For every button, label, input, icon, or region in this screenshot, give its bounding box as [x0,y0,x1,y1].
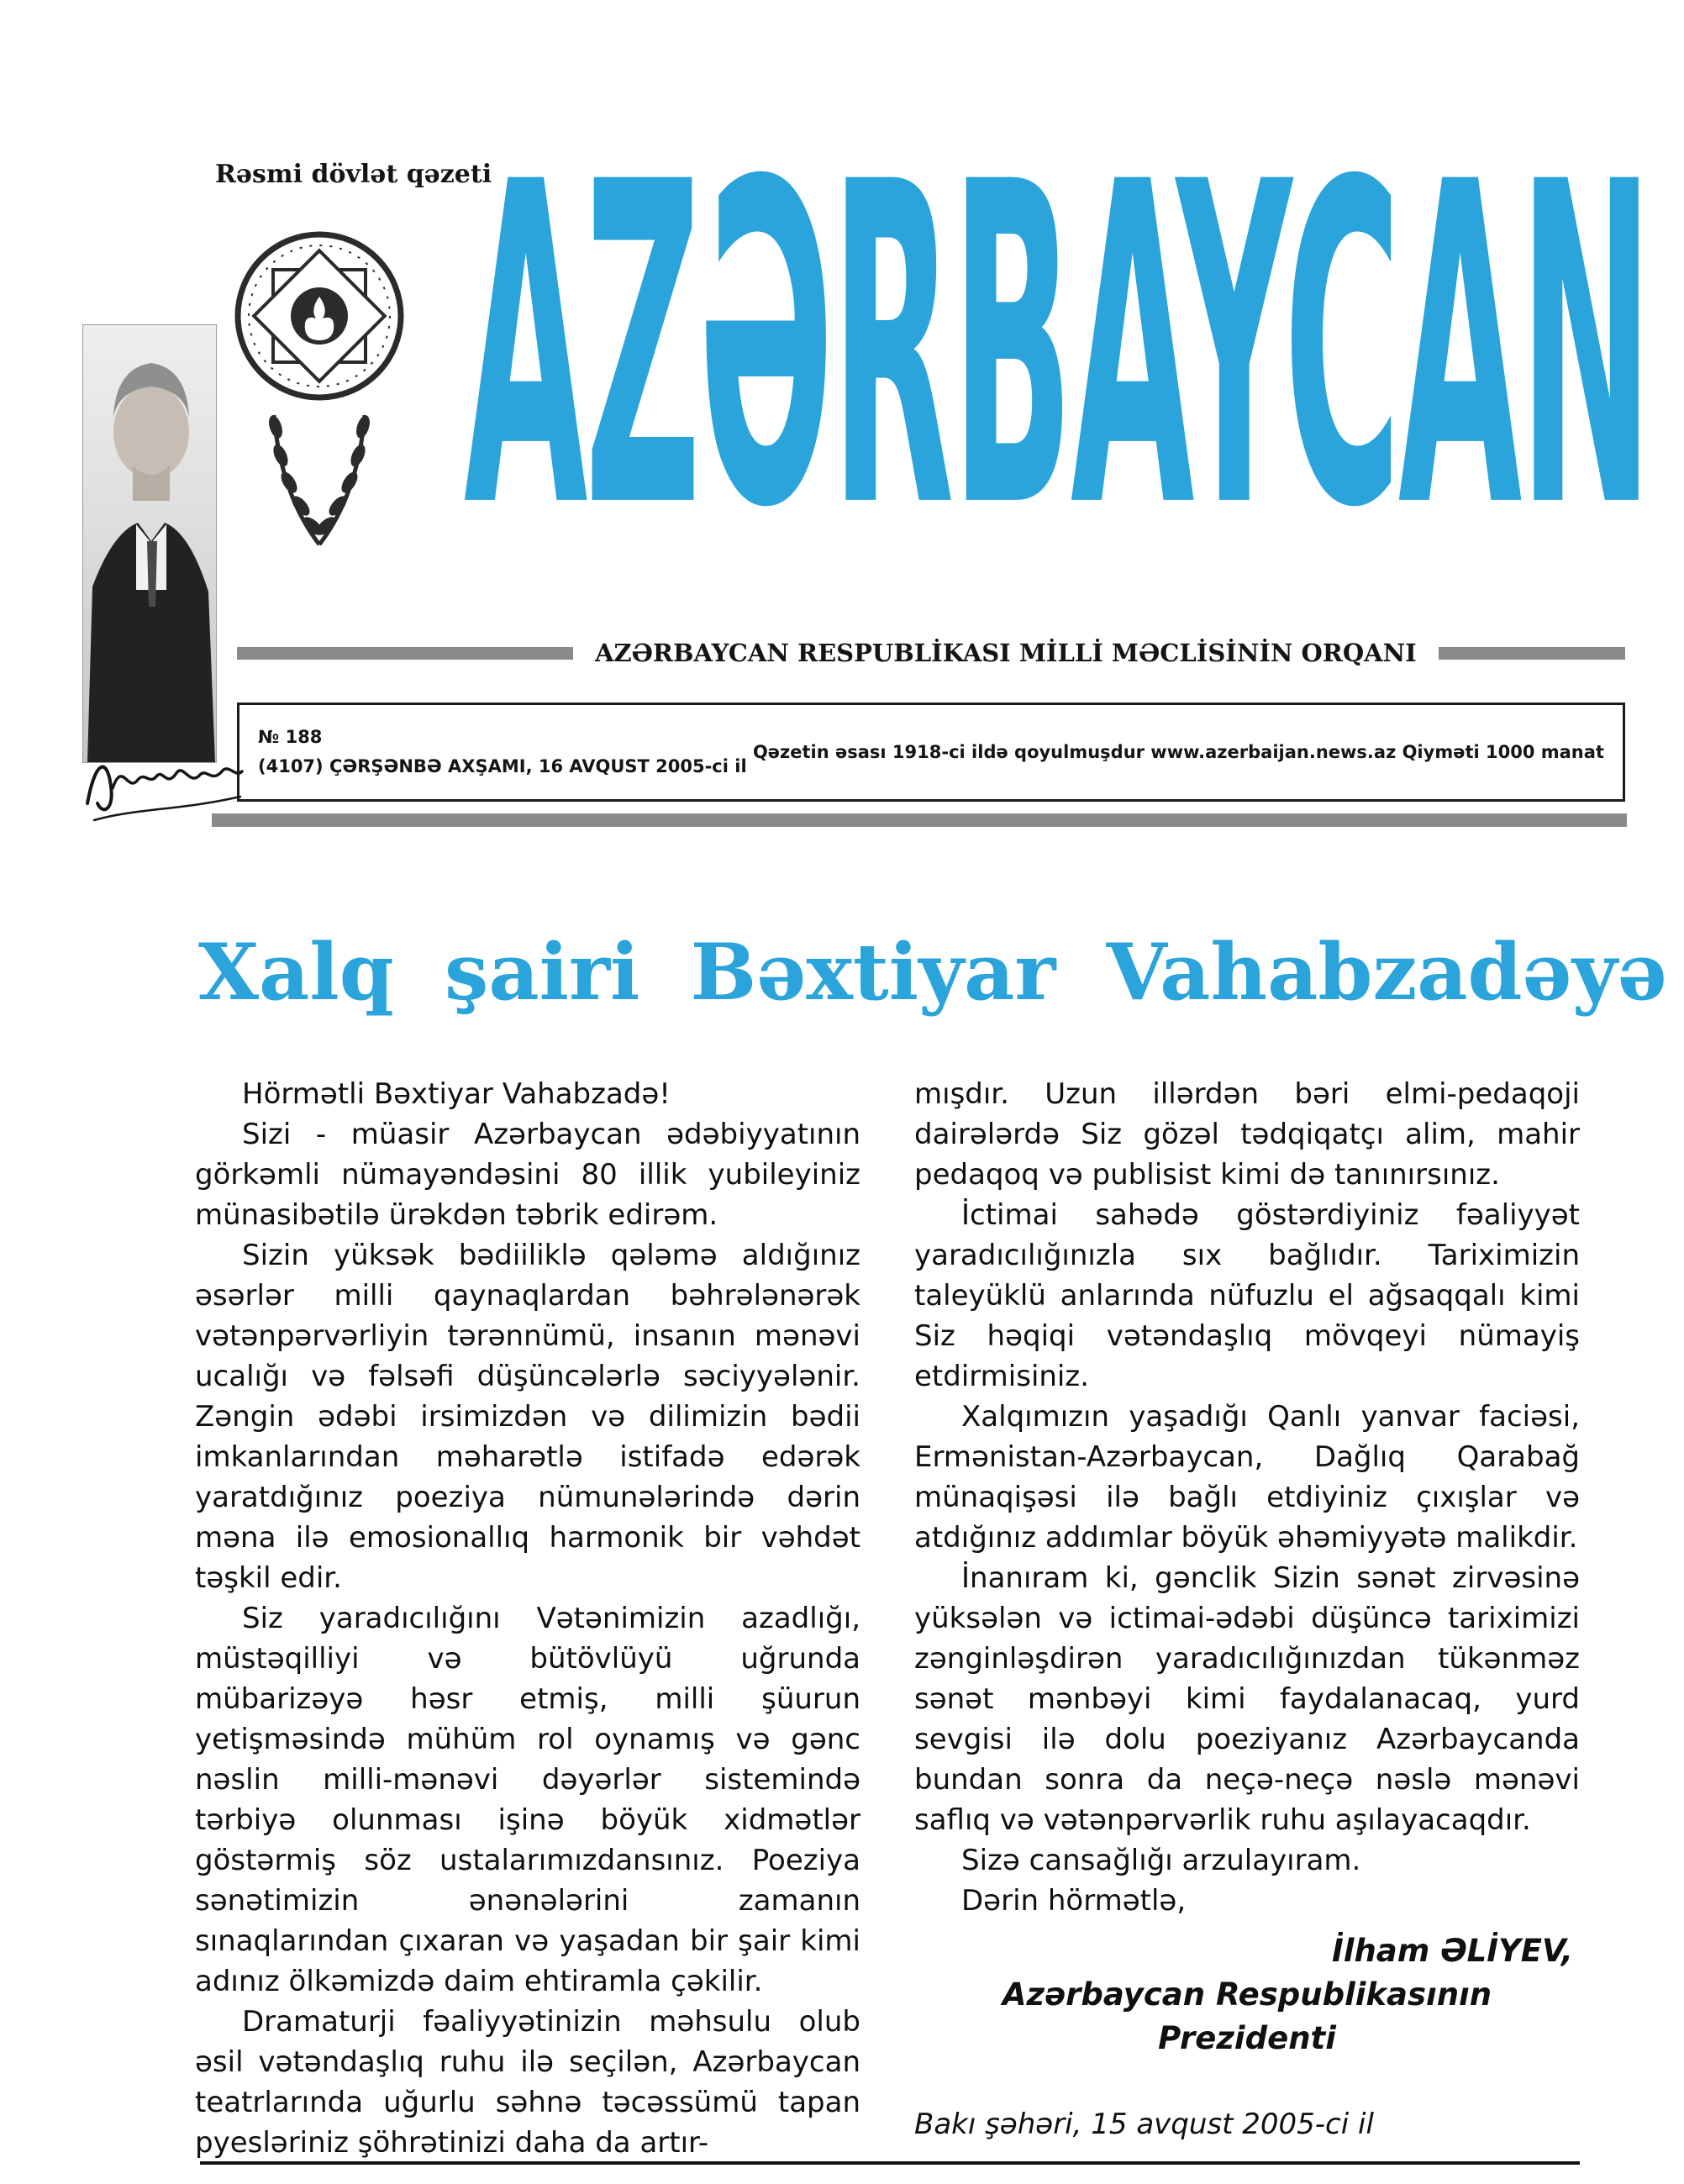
article-column-right [914,1074,1580,2163]
emblem-image [232,215,407,553]
divider-bar [1439,647,1625,660]
dateline: Bakı şəhəri, 15 avqust 2005-ci il [914,2108,1374,2141]
signature-image [76,734,254,840]
paragraph: İnanıram ki, gənclik Sizin sənət zirvəsinə yüksələn və ictimai-ədəbi düşüncə tariximizi zənginləşdirən yaradıcılığınızdan tükənməz sənət mənbəyi kimi faydalanacaq, yurd sevgisi ilə dolu poeziyanız Azərbaycanda bundan sonra da neçə-neçə nəslə mənəvi saflıq və vətənpərvərlik ruhu aşılayacaqdır. [914,1561,1580,1837]
issue-number: № 188 [258,727,323,747]
issue-info [258,723,747,782]
newspaper-title: AZƏRBAYCAN [464,89,1650,606]
article-paragraphs [914,1074,1580,1921]
paragraph: Hörmətli Bəxtiyar Vahabzadə! [242,1077,671,1111]
paragraph: Sizin yüksək bədiiliklə qələmə aldığınız əsərlər milli qaynaqlardan bəhrələnərək vətənpərvərliyin tərənnümü, insanın mənəvi ucalığı və fəlsəfi düşüncələrlə səciyyələnir. Zəngin ədəbi irsimizdən və dilimizin bədii imkanlarından məharətlə istifadə edərək yaratdığınız poeziya nümunələrində dərin məna ilə emosionallıq harmonik bir vəhdət təşkil edir. [195,1239,860,1595]
masthead-subtitle-row [237,639,1625,667]
issue-details: (4107) ÇƏRŞƏNBƏ AXŞAMI, 16 AVQUST 2005-ci il [258,756,747,776]
paragraph: Dramaturji fəaliyyətinizin məhsulu olub əsil vətəndaşlıq ruhu ilə seçilən, Azərbaycan teatrlarında uğurlu səhnə təcəssümü tapan pyesləriniz şöhrətinizi daha da artır- [195,2005,860,2160]
paragraph: Sizə cansağlığı arzulayıram. [961,1844,1361,1877]
divider-bar [237,647,573,660]
paragraph: Dərin hörmətlə, [961,1884,1187,1918]
portrait-image [82,324,217,763]
paragraph: Siz yaradıcılığını Vətənimizin azadlığı, müstəqilliyi və bütövlüyü uğrunda mübarizəyə həsr etmiş, milli şüurun yetişməsində mühüm rol oynamış və gənc nəslin milli-mənəvi dəyərlər sistemində tərbiyə olunması işinə böyük xidmətlər göstərmiş söz ustalarımızdansınız. Poeziya sənətimizin ənənələrini zamanın sınaqlarından çıxaran və yaşadan bir şair kimi adınız ölkəmizdə daim ehtiramla çəkilir. [195,1602,860,1998]
price-text: Qiyməti 1000 manat [1402,742,1604,762]
article-body [195,1074,1580,2163]
signature-script-icon [76,734,254,840]
paragraph: İctimai sahədə göstərdiyiniz fəaliyyət yaradıcılığınızla sıx bağlıdır. Tariximizin taleyüklü anlarında nüfuzlu el ağsaqqalı kimi Siz həqiqi vətəndaşlıq mövqeyi nümayiş etdirmisiniz. [914,1198,1580,1393]
founded-note: Qəzetin əsası 1918-ci ildə qoyulmuşdur [752,742,1145,762]
signer-name: İlham ƏLİYEV, [1332,1933,1573,1969]
paragraph: Sizi - müasir Azərbaycan ədəbiyyatının görkəmli nümayəndəsini 80 illik yubileyiniz münasibətilə ürəkdən təbrik edirəm. [195,1118,860,1232]
article-headline: Xalq şairi Bəxtiyar Vahabzadəyə [198,926,1667,1018]
divider-bar [212,813,1627,827]
paragraph: Xalqımızın yaşadığı Qanlı yanvar faciəsi, Ermənistan-Azərbaycan, Dağlıq Qarabağ münaqişəsi ilə bağlı etdiyiniz çıxışlar və atdığınız addımlar böyük əhəmiyyətə malikdir. [914,1400,1580,1555]
state-emblem-icon [232,215,407,553]
bottom-rule [200,2161,1580,2165]
official-gazette-tagline: Rəsmi dövlət qəzeti [215,160,492,189]
signer-title: Azərbaycan Respublikasının Prezidenti [1002,1976,1492,2056]
paragraph: mışdır. Uzun illərdən bəri elmi-pedaqoji dairələrdə Siz gözəl tədqiqatçı alim, mahir pedaqoq və publisist kimi də tanınırsınız. [914,1077,1580,1192]
issue-info-box [237,703,1625,802]
portrait-photo [82,324,217,763]
website-text: www.azerbaijan.news.az [1150,742,1397,762]
masthead-subtitle: AZƏRBAYCAN RESPUBLİKASI MİLLİ MƏCLİSİNİN ORQANI [595,639,1417,667]
article-column-left [195,1074,860,2163]
